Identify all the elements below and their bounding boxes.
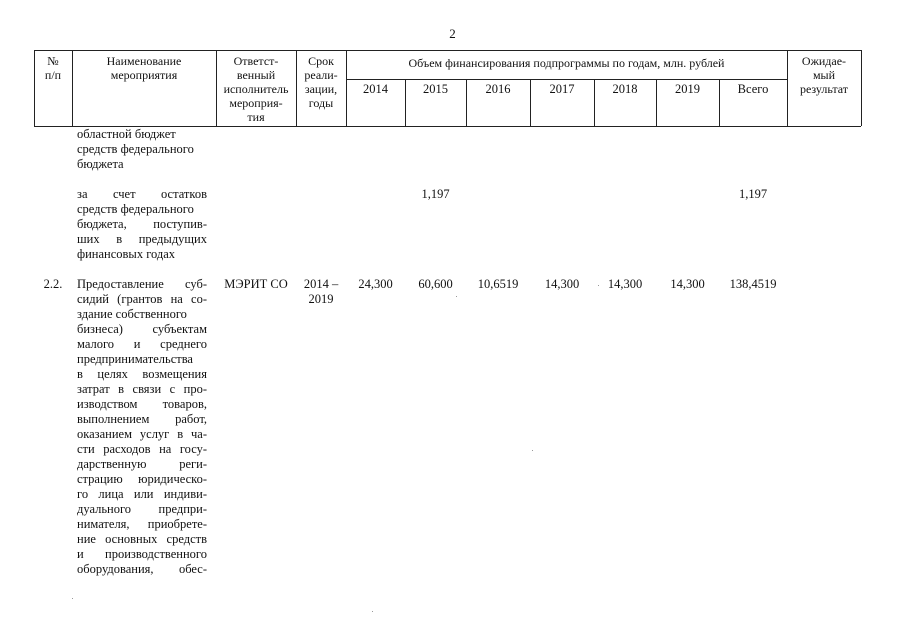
- page-number: 2: [449, 26, 456, 41]
- header-responsible: Ответст- венный исполнитель мероприя- тия: [223, 54, 289, 124]
- header-total: Всего: [737, 82, 769, 96]
- header-year-2014: 2014: [363, 82, 388, 96]
- header-funding: Объем финансирования подпрограммы по годам, млн. рублей: [408, 56, 725, 70]
- row-remaining-funds-name: за счет остатков средств федерального бюджета, поступив- ших в предыдущих финансовых годах: [77, 187, 207, 261]
- cell-2015-value: 1,197: [421, 187, 450, 201]
- cell-2018-value: 14,300: [607, 277, 643, 291]
- header-result: Ожидае- мый результат: [799, 54, 849, 96]
- header-year-2018: 2018: [612, 82, 638, 96]
- scan-speck: [372, 611, 373, 612]
- cell-2016-value: 10,6519: [477, 277, 519, 291]
- scan-speck: [532, 450, 533, 451]
- row-subsidy-name: Предоставление суб- сидий (грантов на со- здание собственного бизнеса) субъектам малого и среднего предпринимательства в целях возмещения затрат в связи с про- изводством товаров, выполнением работ, оказанием услуг в ча- сти расходов на госу- дарственную реги- страцию юридическо- го лица или индиви- дуального предпри- нимателя, приобрете- ние основных средств и производственного оборудования, обес-: [77, 277, 207, 576]
- cell-responsible: МЭРИТ СО: [224, 277, 288, 291]
- header-term: Срок реали- зации, годы: [304, 54, 338, 110]
- cell-total-value: 138,4519: [729, 277, 777, 291]
- scan-speck: [72, 598, 73, 599]
- cell-total-value: 1,197: [738, 187, 768, 201]
- header-year-2017: 2017: [549, 82, 575, 96]
- cell-2019-value: 14,300: [670, 277, 705, 291]
- scan-speck: [456, 296, 457, 297]
- cell-2015-value: 60,600: [418, 277, 453, 291]
- cell-2017-value: 14,300: [544, 277, 580, 291]
- col-border: [861, 50, 862, 126]
- header-number: № п/п: [44, 54, 62, 82]
- header-year-2016: 2016: [485, 82, 511, 96]
- row-number: 2.2.: [43, 277, 63, 291]
- header-year-2019: 2019: [675, 82, 700, 96]
- header-year-2015: 2015: [423, 82, 448, 96]
- cell-term: 2014 – 2019: [303, 277, 339, 306]
- years-divider: [346, 79, 787, 80]
- header-top-border: [34, 50, 861, 51]
- header-name: Наименование мероприятия: [106, 54, 182, 82]
- cell-2014-value: 24,300: [358, 277, 393, 291]
- scan-speck: [598, 285, 599, 286]
- row-federal-budget-name: областной бюджет средств федерального бюджета: [77, 127, 194, 171]
